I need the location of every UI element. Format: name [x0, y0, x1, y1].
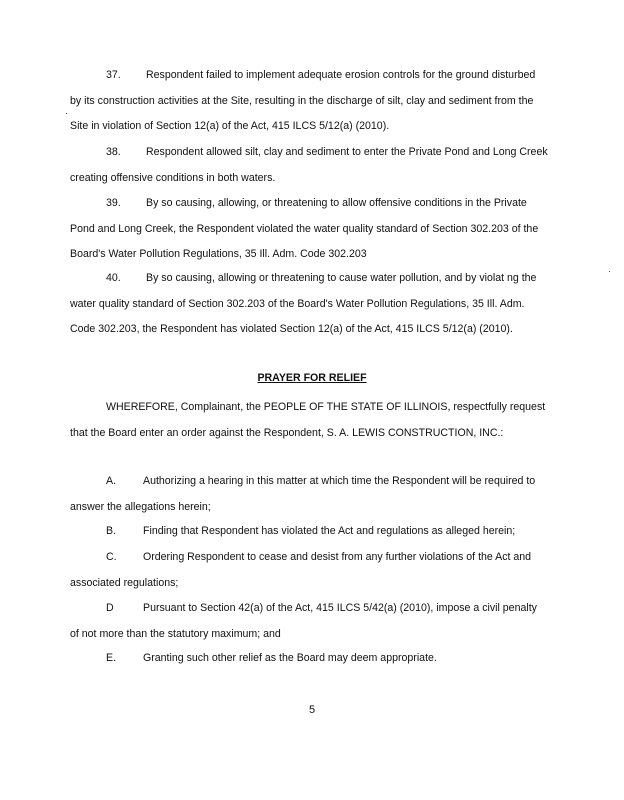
relief-text: Ordering Respondent to cease and desist from any further violations of the Act and associated regulations; [70, 551, 532, 589]
paragraph-37 [70, 63, 548, 140]
relief-item-c [70, 545, 548, 596]
relief-text: Authorizing a hearing in this matter at which time the Respondent will be required to answer the allegations herein; [70, 475, 536, 513]
paragraph-40 [70, 266, 548, 343]
relief-item-d [70, 596, 548, 647]
paragraph-number: 37. [106, 69, 121, 81]
paragraph-39 [70, 191, 548, 268]
relief-letter: D [106, 602, 114, 614]
paragraph-number: 38. [106, 146, 121, 158]
prayer-intro: WHEREFORE, Complainant, the PEOPLE OF THE STATE OF ILLINOIS, respectfully request that the Board enter an order against the Respondent, S. A. LEWIS CONSTRUCTION, INC.: [70, 401, 546, 439]
paragraph-38 [70, 140, 548, 191]
paragraph-number: 39. [106, 197, 121, 209]
relief-item-b [70, 519, 548, 545]
relief-text: Granting such other relief as the Board may deem appropriate. [143, 652, 437, 664]
relief-text: Pursuant to Section 42(a) of the Act, 415 ILCS 5/42(a) (2010), impose a civil penalty of not more than the statutory maximum; and [70, 602, 537, 640]
relief-letter: C. [106, 551, 117, 563]
scan-speck [66, 113, 67, 114]
page-number: 5 [308, 704, 316, 716]
scan-speck [609, 271, 610, 272]
relief-text: Finding that Respondent has violated the Act and regulations as alleged herein; [143, 525, 516, 537]
paragraph-text: By so causing, allowing, or threatening to allow offensive conditions in the Private Pond and Long Creek, the Respondent violated the water quality standard of Section 302.203 of the Board's Water Pollution Regulations, 35 Ill. Adm. Code 302.203 [70, 197, 539, 260]
paragraph-text: By so causing, allowing or threatening to cause water pollution, and by violat ng the water quality standard of Section 302.203 of the Board's Water Pollution Regulations, 35 Ill. Adm. Code 302.203, the Respondent has violated Section 12(a) of the Act, 415 ILCS 5/12(a) (2010). [70, 272, 537, 335]
relief-letter: B. [106, 525, 117, 537]
paragraph-text: Respondent allowed silt, clay and sediment to enter the Private Pond and Long Creek creating offensive conditions in both waters. [70, 146, 548, 184]
paragraph-number: 40. [106, 272, 121, 284]
relief-letter: E. [106, 652, 117, 664]
relief-item-e [70, 646, 548, 672]
paragraph-text: Respondent failed to implement adequate erosion controls for the ground disturbed by its construction activities at the Site, resulting in the discharge of silt, clay and sediment from the Site in violation of Section 12(a) of the Act, 415 ILCS 5/12(a) (2010). [70, 69, 536, 132]
relief-letter: A. [106, 475, 117, 487]
relief-item-a [70, 469, 548, 520]
section-heading: PRAYER FOR RELIEF [257, 372, 367, 384]
